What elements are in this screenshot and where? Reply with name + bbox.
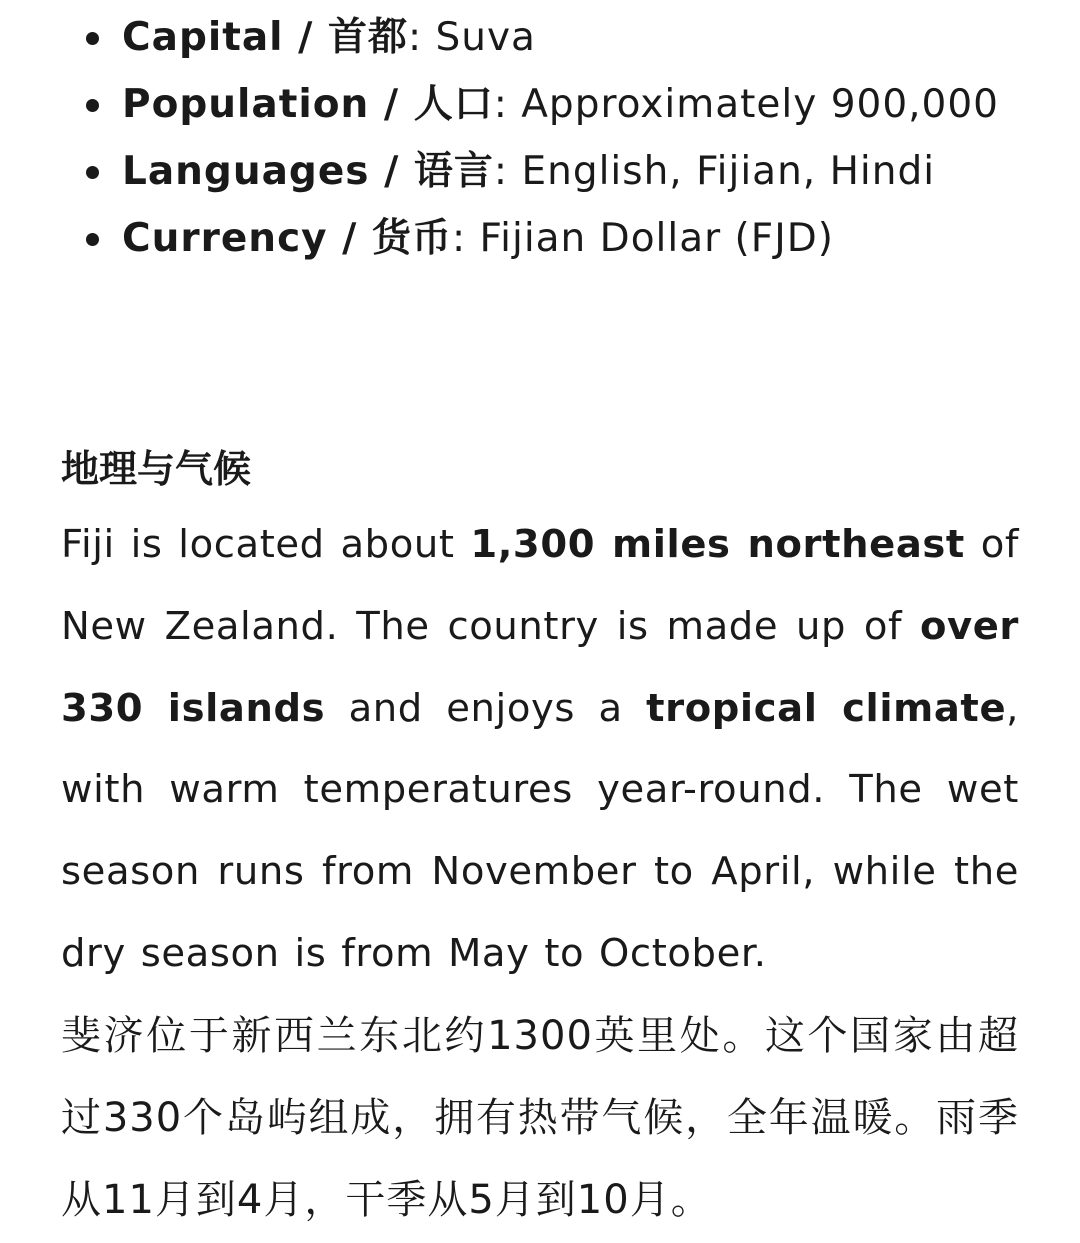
fact-label: Population / 人口: [122, 82, 494, 127]
paragraph-text: of New Zealand. The country is made up of: [61, 522, 1019, 649]
fact-label: Languages / 语言: [122, 149, 494, 194]
country-facts-list: [0, 0, 1080, 272]
fact-value: : English, Fijian, Hindi: [493, 149, 936, 194]
fact-value: : Suva: [407, 15, 536, 60]
fact-currency: [0, 205, 1080, 272]
geography-climate-section: [61, 440, 1019, 1241]
fact-label: Currency / 货币: [122, 216, 453, 261]
fact-languages: [0, 138, 1080, 205]
paragraph-text: , with warm temperatures year-round. The wet season runs from November to April, while the dry season is from May to October.: [61, 685, 1019, 976]
fact-value: : Approximately 900,000: [493, 82, 999, 127]
highlight-climate: tropical climate: [646, 685, 1007, 731]
bullet-icon: [86, 32, 99, 45]
bullet-icon: [86, 166, 99, 179]
paragraph-text: and enjoys a: [325, 685, 647, 731]
english-paragraph: [61, 504, 1019, 995]
highlight-distance: 1,300 miles northeast: [470, 522, 965, 567]
bullet-icon: [86, 233, 99, 246]
section-heading: 地理与气候: [61, 447, 252, 491]
fact-population: [0, 71, 1080, 138]
paragraph-text: Fiji is located about: [61, 522, 471, 567]
chinese-paragraph: 斐济位于新西兰东北约1300英里处。这个国家由超过330个岛屿组成，拥有热带气候，全年温暖。雨季从11月到4月，干季从5月到10月。: [61, 1012, 1019, 1223]
highlight-islands: over 330 islands: [61, 603, 1019, 731]
fact-label: Capital / 首都: [122, 15, 408, 60]
fact-value: : Fijian Dollar (FJD): [452, 216, 834, 261]
bullet-icon: [86, 99, 99, 112]
fact-capital: [0, 4, 1080, 71]
